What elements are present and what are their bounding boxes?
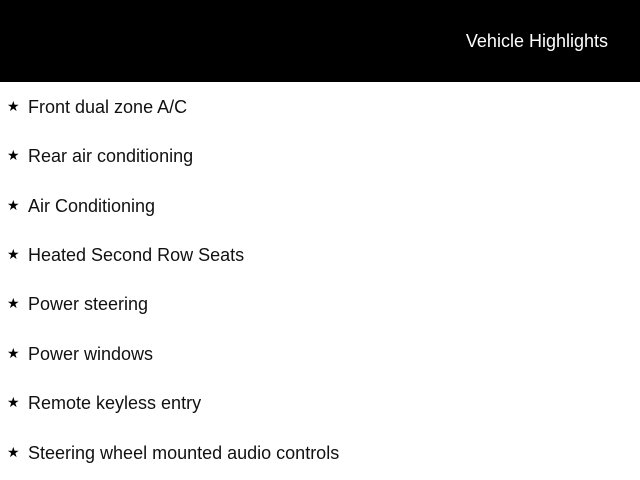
star-icon: ★ bbox=[7, 345, 20, 361]
list-item bbox=[0, 95, 640, 119]
list-item bbox=[0, 441, 640, 465]
list-item bbox=[0, 144, 640, 168]
star-icon: ★ bbox=[7, 98, 20, 114]
highlight-label: Power windows bbox=[28, 344, 154, 364]
highlight-label: Heated Second Row Seats bbox=[28, 245, 245, 265]
list-item bbox=[0, 342, 640, 366]
star-icon: ★ bbox=[7, 197, 20, 213]
star-icon: ★ bbox=[7, 147, 20, 163]
highlight-label: Air Conditioning bbox=[28, 196, 156, 216]
list-item bbox=[0, 292, 640, 316]
highlight-label: Power steering bbox=[28, 294, 149, 314]
star-icon: ★ bbox=[7, 394, 20, 410]
highlight-label: Remote keyless entry bbox=[28, 393, 202, 413]
list-item bbox=[0, 194, 640, 218]
star-icon: ★ bbox=[7, 295, 20, 311]
star-icon: ★ bbox=[7, 444, 20, 460]
header-bar bbox=[0, 0, 640, 82]
highlight-label: Steering wheel mounted audio controls bbox=[28, 443, 340, 463]
page-title: Vehicle Highlights bbox=[465, 31, 608, 51]
star-icon: ★ bbox=[7, 246, 20, 262]
list-item bbox=[0, 243, 640, 267]
highlight-label: Front dual zone A/C bbox=[28, 97, 188, 117]
list-item bbox=[0, 391, 640, 415]
highlight-label: Rear air conditioning bbox=[28, 146, 194, 166]
